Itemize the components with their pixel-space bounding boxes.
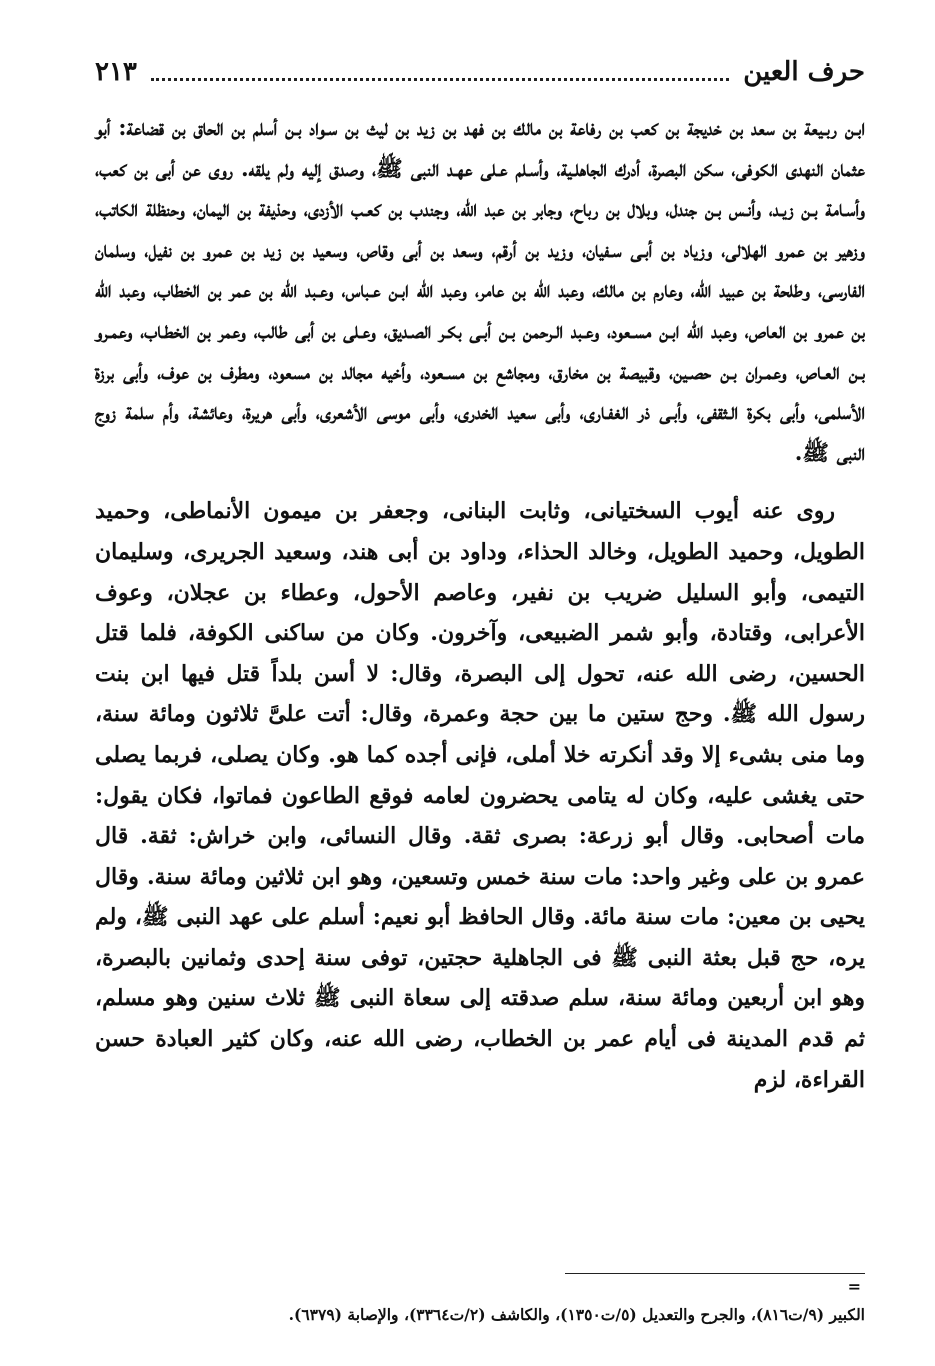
body-paragraph-2: روى عنه أيوب السختيانى، وثابت البنانى، وجعفر بن ميمون الأنماطى، وحميد الطويل، وحميد الطويل، وخالد الحذاء، وداود بن أبى هند، وسعيد الجريرى، وسليمان التيمى، وأبو السليل ضريب بن نفير، وعاصم الأحول، وعطاء بن عجلان، وعوف الأعرابى، وقتادة، وأبو شمر الضبيعى، وآخرون. وكان من ساكنى الكوفة، فلما قتل الحسين، رضى الله عنه، تحول إلى البصرة، وقال: لا أسن بلداً قتل فيها ابن بنت رسول الله ﷺ. وحج ستين ما بين حجة وعمرة، وقال: أتت علىَّ ثلاثون ومائة سنة، وما منى بشىء إلا وقد أنكرته خلا أملى، فإنى أجده كما هو. وكان يصلى، فربما يصلى حتى يغشى عليه، وكان له يتامى يحضرون لعامه فوقع الطاعون فماتوا، فكان يقول: مات أصحابى. وقال أبو زرعة: بصرى ثقة. وقال النسائى، وابن خراش: ثقة. قال عمرو بن على وغير واحد: مات سنة خمس وتسعين، وهو ابن ثلاثين ومائة سنة. وقال يحيى بن معين: مات سنة مائة. وقال الحافظ أبو نعيم: أسلم على عهد النبى ﷺ، ولم يره، حج قبل بعثة النبى ﷺ فى الجاهلية حجتين، توفى سنة إحدى وثمانين بالبصرة، وهو ابن أربعين ومائة سنة، سلم صدقته إلى سعاة النبى ﷺ ثلاث سنين وهو مسلم، ثم قدم المدينة فى أيام عمر بن الخطاب، رضى الله عنه، وكان كثير العبادة حسن القراءة، لزم	[95, 498, 865, 1093]
page-number: ٢١٣	[95, 57, 137, 87]
header-dotted-leader	[151, 64, 729, 81]
body-paragraph-1: ابـن ربـيعة بن سعد بن خديجة بن كعب بن رفاعة بن مالك بن فهد بن زيد بن ليث بن سـواد بـن أسلم بن الحاق بن قضاعة: أبو عثمان النهدى الكوفى، سكن البصرة، أدرك الجاهلـية، وأسـلم عـلى عهـد النبى ﷺ، وصدق إليه ولم يلقه. روى عن أبى بن كعب، وأسـامة بـن زيـد، وأنـس بـن جندل، وبلال بن رباح، وجابر بن عبد الله، وجندب بن كعـب الأزدى، وحذيفة بن اليمان، وحنظلة الكاتب، وزهير بن عمرو الهلالى، وزياد بن أبـى سـفيان، وزيد بن أرقم، وسعد بن أبى وقاص، وسعيد بن زيد بن عمرو بن نفيل، وسلمان الفارسى، وطلحة بن عبيد الله، وعارم بن مالك، وعبد الله بن عامر، وعبد الله ابـن عـباس، وعـبد الله بن عمر بن الخطاب، وعبد الله بن عمرو بن العاص، وعبد الله ابـن مسـعود، وعـبد الـرحمن بـن أبـى بكـر الصـديق، وعـلى بن أبى طالب، وعمر بن الخطـاب، وعمـرو بـن العـاص، وعمـران بـن حصـين، وقبيصة بن مخارق، ومجاشع بن مسـعود، وأخيه مجالد بن مسعود، ومطرف بن عوف، وأبى برزة الأسلمى، وأبى بكرة الـثقفى، وأبـى ذر الغفـارى، وأبى سعيد الخدرى، وأبى موسى الأشعرى، وأبى هريرة، وعائشة، وأم سلمة زوج النبى ﷺ.	[95, 115, 865, 466]
page-header	[95, 50, 865, 94]
chapter-title: حرف العين	[743, 57, 865, 87]
footnote-separator	[565, 1273, 865, 1274]
footnote-continuation-mark: =	[847, 1277, 861, 1296]
book-page	[95, 50, 865, 1350]
footnote-text: الكبير (٩/ت٨١٦)، والجرح والتعديل (٥/ت١٣٥٠)، والكاشف (٢/ت٣٣٦٤)، والإصابة (٦٣٧٩).	[288, 1305, 865, 1324]
